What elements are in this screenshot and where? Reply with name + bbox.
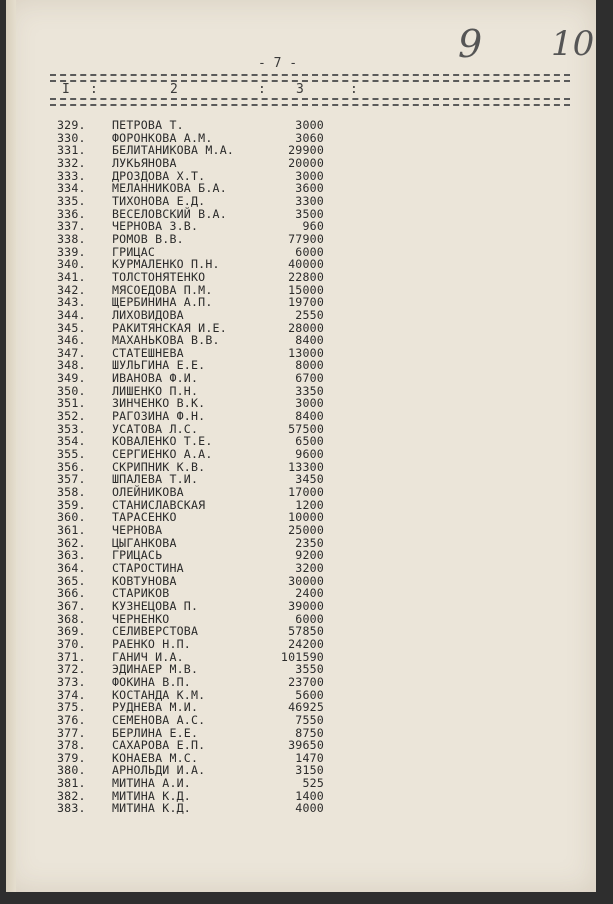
entry-amount: 8400 [295, 409, 324, 424]
entry-name: РАЕНКО Н.П. [112, 636, 191, 651]
entry-name: ЛИХОВИДОВА [112, 307, 184, 322]
entry-amount: 1470 [295, 750, 324, 765]
column-header-2: 2 [170, 82, 178, 97]
entry-amount: 20000 [288, 155, 324, 170]
entry-amount: 40000 [288, 257, 324, 272]
list-item [6, 638, 596, 651]
entry-amount: 39650 [288, 738, 324, 753]
entry-name: ФОРОНКОВА А.М. [112, 130, 213, 145]
entry-number: 376. [57, 712, 86, 727]
entry-name: МЕЛАННИКОВА Б.А. [112, 181, 227, 196]
entry-name: КОВАЛЕНКО Т.Е. [112, 434, 213, 449]
entry-amount: 2550 [295, 307, 324, 322]
list-item [6, 410, 596, 423]
entry-name: РАКИТЯНСКАЯ И.Е. [112, 320, 227, 335]
list-item [6, 777, 596, 790]
entry-name: КУЗНЕЦОВА П. [112, 598, 199, 613]
list-item [6, 271, 596, 284]
entry-name: ДРОЗДОВА Х.Т. [112, 168, 206, 183]
entry-number: 343. [57, 295, 86, 310]
entry-amount: 28000 [288, 320, 324, 335]
entry-name: МЯСОЕДОВА П.М. [112, 282, 213, 297]
entry-amount: 3450 [295, 472, 324, 487]
entry-name: ТИХОНОВА Е.Д. [112, 193, 206, 208]
header-rule [50, 74, 570, 76]
entry-name: СЕРГИЕНКО А.А. [112, 447, 213, 462]
entry-amount: 9600 [295, 447, 324, 462]
entry-number: 377. [57, 725, 86, 740]
entry-number: 362. [57, 535, 86, 550]
entry-name: СТАТЕШНЕВА [112, 345, 184, 360]
entry-amount: 22800 [288, 269, 324, 284]
entry-name: ЧЕРНЕНКО [112, 611, 170, 626]
entry-number: 357. [57, 472, 86, 487]
entry-amount: 1200 [295, 497, 324, 512]
entry-amount: 4000 [295, 801, 324, 816]
list-item [6, 524, 596, 537]
document-page [6, 0, 596, 892]
entry-name: МИТИНА А.И. [112, 776, 191, 791]
entry-amount: 2400 [295, 586, 324, 601]
list-item [6, 296, 596, 309]
list-item [6, 372, 596, 385]
entry-name: МАХАНЬКОВА В.В. [112, 333, 220, 348]
entry-name: ЗИНЧЕНКО В.К. [112, 396, 206, 411]
entry-number: 345. [57, 320, 86, 335]
entry-amount: 6000 [295, 244, 324, 259]
entry-name: БЕЛИТАНИКОВА М.А. [112, 143, 235, 158]
entry-amount: 6000 [295, 611, 324, 626]
entry-name: КОВТУНОВА [112, 573, 177, 588]
entry-amount: 57500 [288, 421, 324, 436]
entry-number: 358. [57, 485, 86, 500]
entry-name: МИТИНА К.Д. [112, 801, 191, 816]
entry-amount: 6500 [295, 434, 324, 449]
entry-name: ГАНИЧ И.А. [112, 649, 184, 664]
entry-name: ЛУКЬЯНОВА [112, 155, 177, 170]
list-item [6, 663, 596, 676]
entry-amount: 9200 [295, 548, 324, 563]
entry-number: 364. [57, 560, 86, 575]
list-item [6, 195, 596, 208]
list-item [6, 701, 596, 714]
list-item [6, 676, 596, 689]
list-item [6, 208, 596, 221]
entry-name: ЧЕРНОВА З.В. [112, 219, 199, 234]
entry-amount: 3200 [295, 560, 324, 575]
entry-number: 361. [57, 523, 86, 537]
entry-amount: 8400 [295, 333, 324, 348]
entry-name: ЩЕРБИНИНА А.П. [112, 295, 213, 310]
entry-amount: 25000 [288, 523, 324, 537]
entry-amount: 101590 [280, 649, 324, 664]
entry-amount: 3060 [295, 130, 324, 145]
entry-name: РУДНЕВА М.И. [112, 700, 199, 715]
entry-amount: 24200 [288, 636, 324, 651]
entry-amount: 6700 [295, 371, 324, 386]
entry-amount: 3600 [295, 181, 324, 196]
entry-amount: 8000 [295, 358, 324, 373]
entry-number: 368. [57, 611, 86, 626]
entry-name: АРНОЛЬДИ И.А. [112, 763, 206, 778]
entry-number: 360. [57, 510, 86, 525]
handwritten-number-left: 9 [458, 22, 483, 66]
entry-number: 359. [57, 497, 86, 512]
entry-number: 337. [57, 219, 86, 234]
header-rule [50, 104, 570, 106]
entry-name: КОНАЕВА М.С. [112, 750, 199, 765]
entry-amount: 5600 [295, 687, 324, 702]
entry-number: 344. [57, 307, 86, 322]
entry-number: 353. [57, 421, 86, 436]
entry-name: БЕРЛИНА Е.Е. [112, 725, 199, 740]
entry-amount: 3000 [295, 396, 324, 411]
list-item [6, 258, 596, 271]
entry-amount: 10000 [288, 510, 324, 525]
entry-number: 355. [57, 447, 86, 462]
entry-number: 383. [57, 801, 86, 816]
entry-name: СТАРИКОВ [112, 586, 170, 601]
header-rule [50, 98, 570, 100]
entry-number: 349. [57, 371, 86, 386]
list-item [6, 119, 596, 132]
entry-number: 332. [57, 155, 86, 170]
list-item [6, 714, 596, 727]
entry-number: 348. [57, 358, 86, 373]
entry-number: 354. [57, 434, 86, 449]
entry-name: ВЕСЕЛОВСКИЙ В.А. [112, 206, 227, 221]
entry-number: 335. [57, 193, 86, 208]
handwritten-number-right: 10 [551, 24, 595, 64]
page-number: - 7 - [258, 56, 298, 71]
entry-number: 375. [57, 700, 86, 715]
entry-name: ТАРАСЕНКО [112, 510, 177, 525]
entry-name: САХАРОВА Е.П. [112, 738, 206, 753]
entry-number: 342. [57, 282, 86, 297]
entry-name: ПЕТРОВА Т. [112, 118, 184, 132]
entry-number: 341. [57, 269, 86, 284]
list-item [6, 600, 596, 613]
entry-name: ГРИЦАСЬ [112, 548, 163, 563]
entry-number: 331. [57, 143, 86, 158]
entry-amount: 2350 [295, 535, 324, 550]
entry-amount: 3300 [295, 193, 324, 208]
column-separator: : [350, 82, 358, 97]
entry-name: ФОКИНА В.П. [112, 674, 191, 689]
entry-name: ОЛЕЙНИКОВА [112, 485, 184, 500]
entry-amount: 23700 [288, 674, 324, 689]
entry-number: 333. [57, 168, 86, 183]
list-item [6, 486, 596, 499]
entry-number: 378. [57, 738, 86, 753]
column-header-1: I [62, 82, 70, 97]
entry-number: 340. [57, 257, 86, 272]
entry-name: ГРИЦАС [112, 244, 156, 259]
entry-number: 380. [57, 763, 86, 778]
entry-number: 329. [57, 118, 86, 132]
list-item [6, 562, 596, 575]
entry-number: 381. [57, 776, 86, 791]
entry-number: 346. [57, 333, 86, 348]
entry-name: РОМОВ В.В. [112, 231, 184, 246]
entry-name: ТОЛСТОНЯТЕНКО [112, 269, 206, 284]
entry-amount: 30000 [288, 573, 324, 588]
entry-amount: 46925 [288, 700, 324, 715]
entry-name: ШУЛЬГИНА Е.Е. [112, 358, 206, 373]
entry-number: 365. [57, 573, 86, 588]
entry-number: 363. [57, 548, 86, 563]
entry-amount: 77900 [288, 231, 324, 246]
entry-number: 351. [57, 396, 86, 411]
entry-number: 373. [57, 674, 86, 689]
entry-amount: 29900 [288, 143, 324, 158]
entry-name: ЛИШЕНКО П.Н. [112, 383, 199, 398]
entry-amount: 15000 [288, 282, 324, 297]
entry-number: 382. [57, 788, 86, 803]
entry-amount: 3150 [295, 763, 324, 778]
entry-name: ШПАЛЕВА Т.И. [112, 472, 199, 487]
entry-number: 369. [57, 624, 86, 639]
entry-amount: 3500 [295, 206, 324, 221]
entry-number: 372. [57, 662, 86, 677]
entry-name: МИТИНА К.Д. [112, 788, 191, 803]
list-item [6, 309, 596, 322]
entry-amount: 3000 [295, 118, 324, 132]
entry-name: СТАРОСТИНА [112, 560, 184, 575]
entry-number: 338. [57, 231, 86, 246]
entry-name: ЧЕРНОВА [112, 523, 163, 537]
entry-amount: 57850 [288, 624, 324, 639]
entry-list [6, 119, 596, 815]
entry-amount: 1400 [295, 788, 324, 803]
entry-number: 366. [57, 586, 86, 601]
entry-name: СКРИПНИК К.В. [112, 459, 206, 474]
entry-amount: 3550 [295, 662, 324, 677]
entry-number: 367. [57, 598, 86, 613]
entry-amount: 17000 [288, 485, 324, 500]
entry-name: ЦЫГАНКОВА [112, 535, 177, 550]
entry-amount: 8750 [295, 725, 324, 740]
entry-amount: 13300 [288, 459, 324, 474]
entry-name: ЭДИНАЕР М.В. [112, 662, 199, 677]
entry-amount: 3000 [295, 168, 324, 183]
entry-name: КУРМАЛЕНКО П.Н. [112, 257, 220, 272]
list-item [6, 157, 596, 170]
entry-name: КОСТАНДА К.М. [112, 687, 206, 702]
entry-amount: 3350 [295, 383, 324, 398]
entry-number: 379. [57, 750, 86, 765]
list-item [6, 220, 596, 233]
header-rule [50, 80, 570, 82]
entry-number: 339. [57, 244, 86, 259]
column-separator: : [90, 82, 98, 97]
entry-name: ИВАНОВА Ф.И. [112, 371, 199, 386]
entry-amount: 39000 [288, 598, 324, 613]
list-item [6, 334, 596, 347]
entry-number: 350. [57, 383, 86, 398]
list-item [6, 739, 596, 752]
entry-name: СТАНИСЛАВСКАЯ [112, 497, 206, 512]
list-item [6, 448, 596, 461]
column-header-3: 3 [296, 82, 304, 97]
entry-amount: 525 [302, 776, 324, 791]
entry-number: 374. [57, 687, 86, 702]
entry-amount: 960 [302, 219, 324, 234]
entry-number: 370. [57, 636, 86, 651]
entry-number: 330. [57, 130, 86, 145]
list-item [6, 625, 596, 638]
list-item [6, 764, 596, 777]
entry-number: 371. [57, 649, 86, 664]
entry-number: 356. [57, 459, 86, 474]
entry-name: СЕЛИВЕРСТОВА [112, 624, 199, 639]
entry-amount: 19700 [288, 295, 324, 310]
list-item [6, 233, 596, 246]
entry-number: 334. [57, 181, 86, 196]
entry-name: УСАТОВА Л.С. [112, 421, 199, 436]
entry-amount: 7550 [295, 712, 324, 727]
entry-amount: 13000 [288, 345, 324, 360]
entry-number: 352. [57, 409, 86, 424]
entry-number: 336. [57, 206, 86, 221]
entry-name: СЕМЕНОВА А.С. [112, 712, 206, 727]
entry-name: РАГОЗИНА Ф.Н. [112, 409, 206, 424]
column-separator: : [258, 82, 266, 97]
list-item [6, 802, 596, 815]
entry-number: 347. [57, 345, 86, 360]
